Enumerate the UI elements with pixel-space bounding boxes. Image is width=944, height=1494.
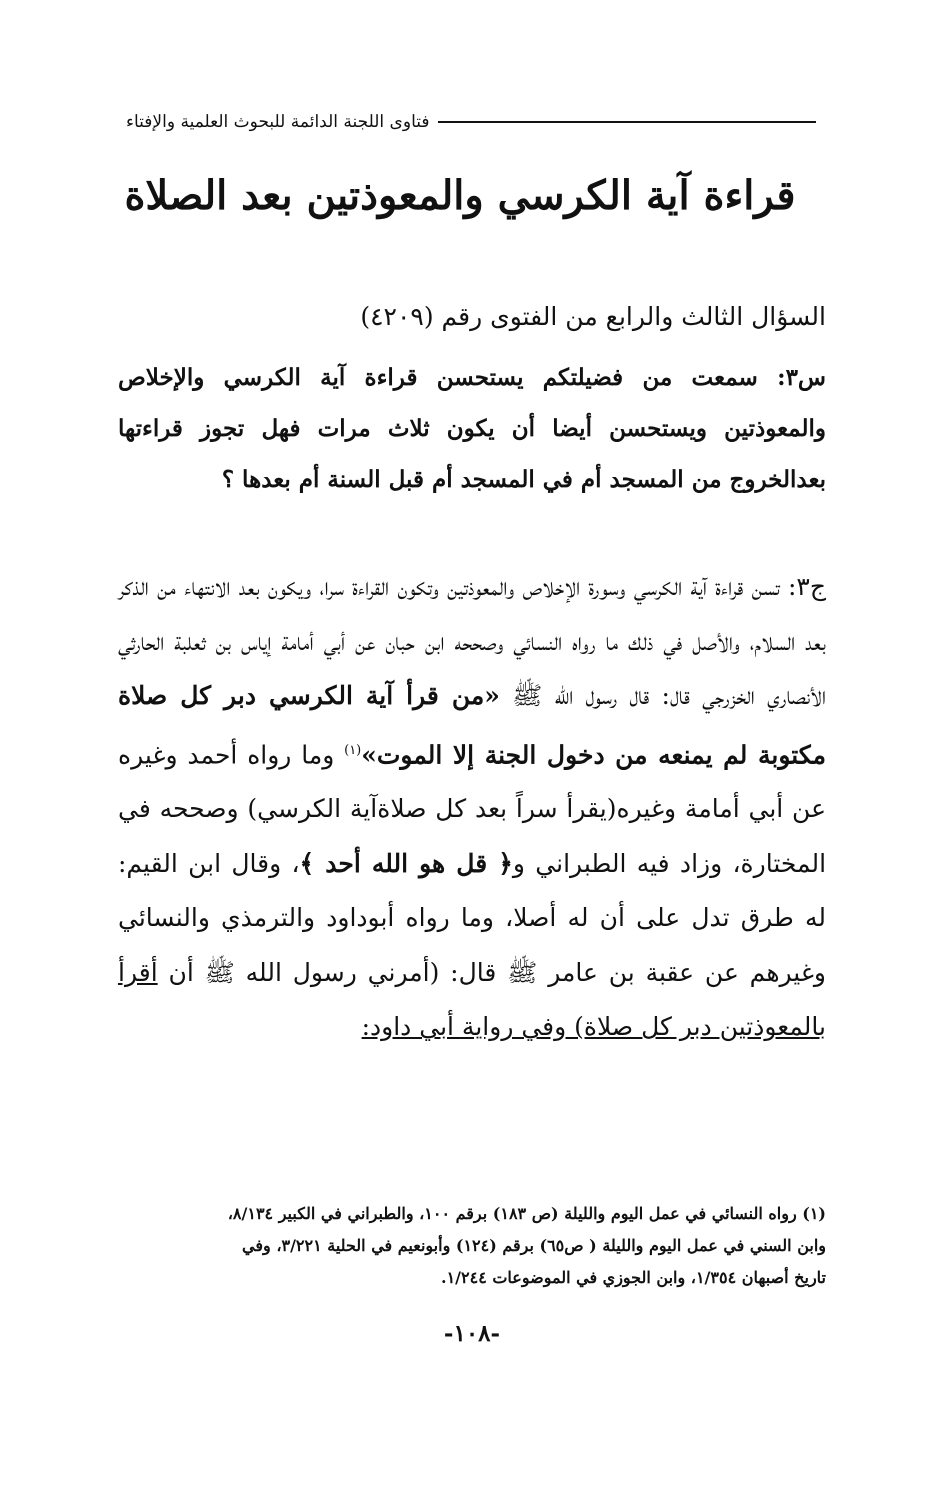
answer-paragraph-1: ج٣: تسن قراءة آية الكرسي وسورة الإخلاص والمعوذتين وتكون القراءة سرا، ويكون بعد الانتهاء من الذكر بعد السلام، والأصل في ذلك ما رواه النسائي وصححه ابن حبان عن أبي أمامة إياس بن ثعلبة الحارثي الأنصاري الخزرجي قال: قال رسول الله ﷺ xyxy=(118,572,827,710)
question-text: س٣: سمعت من فضيلتكم يستحسن قراءة آية الكرسي والإخلاص والمعوذتين ويستحسن أيضا أن يكون ثلاث مرات فهل تجوز قراءتها بعدالخروج من المسجد أم في المسجد أم قبل السنة أم بعدها ؟ xyxy=(118,364,826,493)
answer-text xyxy=(118,560,826,1055)
page-number: -١٠٨- xyxy=(443,1320,501,1347)
answer-paragraph-3: ، وقال ابن القيم: له طرق تدل على أن له أصلا، وما رواه أبوداود والترمذي والنسائي وغيرهم عن عقبة بن عامر ﷺ قال: (أمرني رسول الله ﷺ أن xyxy=(118,848,826,987)
footnotes xyxy=(118,1198,826,1294)
footnote-reference: (١) xyxy=(344,742,362,758)
footnote-line-1: (١) رواه النسائي في عمل اليوم والليلة (ص ١٨٣) برقم ١٠٠، والطبراني في الكبير ٨/١٣٤، xyxy=(227,1204,826,1223)
answer-paragraph-4: أقرأ بالمعوذتين دبر كل صلاة) وفي رواية أبي داود: xyxy=(118,957,826,1042)
surah-quote: ﴿ قل هو الله أحد ﴾ xyxy=(299,848,513,878)
hadith-quote: «من قرأ آية الكرسي دبر كل صلاة مكتوبة لم يمنعه من دخول الجنة إلا الموت» xyxy=(118,681,826,769)
footnote-line-3: تاريخ أصبهان ١/٣٥٤، وابن الجوزي في الموضوعات ١/٢٤٤. xyxy=(441,1268,826,1287)
header-rule xyxy=(438,121,816,123)
running-header xyxy=(126,112,816,132)
running-header-title: فتاوى اللجنة الدائمة للبحوث العلمية والإفتاء xyxy=(126,112,430,132)
fatwa-reference: السؤال الثالث والرابع من الفتوى رقم (٤٢٠٩) xyxy=(360,302,826,331)
footnote-line-2: وابن السني في عمل اليوم والليلة ( ص٦٥) برقم (١٢٤) وأبونعيم في الحلية ٣/٢٢١، وفي xyxy=(242,1236,826,1255)
fatwa-title: قراءة آية الكرسي والمعوذتين بعد الصلاة xyxy=(124,172,796,219)
answer-paragraph-2: وما رواه أحمد وغيره عن أبي أمامة وغيره(يقرأ سراً بعد كل صلاةآية الكرسي) وصححه في المختارة، وزاد فيه الطبراني و xyxy=(118,739,827,878)
